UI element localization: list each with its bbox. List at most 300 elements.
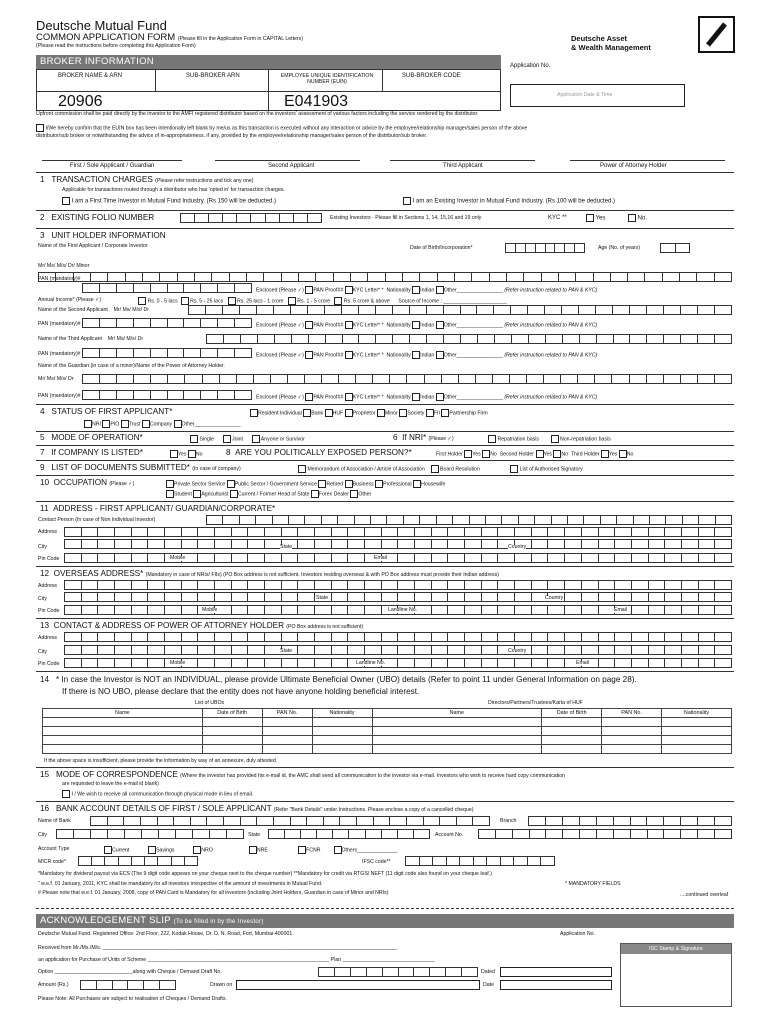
cheque-no-input[interactable] xyxy=(318,967,478,977)
pan-second-input[interactable] xyxy=(82,318,252,328)
source-income: Source of Income : ______________________ xyxy=(398,298,507,305)
income-opt-3: Rs. 1 - 5 crore xyxy=(297,298,331,305)
s10-note: (Please ✓) xyxy=(109,481,135,487)
other-label: Other________________ xyxy=(443,352,503,359)
refer-instruction: (Refer instruction related to PAN & KYC) xyxy=(504,287,598,294)
ack-option: Option ___________________________along with Cheque / Demand Draft No. xyxy=(38,969,222,975)
status-opt-0-checkbox[interactable] xyxy=(250,409,258,417)
s16-title-text: BANK ACCOUNT DETAILS OF FIRST / SOLE APPLICANT xyxy=(55,804,272,813)
first-time-label: I am a First Time Investor in Mutual Fund Industry. (Rs 150 will be deducted.) xyxy=(71,198,276,205)
first-applicant-name-input[interactable] xyxy=(38,272,732,282)
sig-poa: Power of Attorney Holder xyxy=(600,163,667,169)
pan-third-enclosed xyxy=(256,351,597,359)
third-applicant-name-input[interactable] xyxy=(206,334,732,344)
s12-email: Email xyxy=(614,607,627,613)
sig-second: Second Applicant xyxy=(268,163,315,169)
status-opt-5: Society xyxy=(407,410,425,417)
occ-opt-2: Retired xyxy=(326,481,344,488)
s16-account-no: Account No. xyxy=(435,832,464,838)
s1-title xyxy=(40,176,253,184)
footnote-mandatory: * MANDATORY FIELDS xyxy=(565,881,621,887)
s15-num: 15 xyxy=(40,770,50,779)
s6-options[interactable] xyxy=(488,435,611,443)
pan-label: PAN (mandatory)# xyxy=(38,276,81,282)
nationality-label: Nationality xyxy=(386,352,411,359)
s9-title xyxy=(40,464,241,472)
annual-income-row xyxy=(38,298,101,303)
kyc-letter-checkbox[interactable] xyxy=(345,286,353,294)
ack-note: Please Note: All Purchases are subject to realisation of Cheques / Demand Drafts. xyxy=(38,996,227,1002)
broker-info-bar: BROKER INFORMATION xyxy=(36,55,501,69)
second-applicant-name-input[interactable] xyxy=(188,305,732,315)
acct-type-4: FCNR xyxy=(306,847,321,854)
sal-second: Mr/ Ms/ M/s/ Dr xyxy=(113,307,150,313)
status-opt-0: Resident Individual xyxy=(258,410,302,417)
pep-2-no-checkbox[interactable] xyxy=(619,450,627,458)
other-nationality-checkbox[interactable] xyxy=(436,321,444,329)
s11-city: City xyxy=(38,544,47,550)
income-opt-4-checkbox[interactable] xyxy=(334,297,342,305)
age-input[interactable] xyxy=(660,243,690,253)
s9-num: 9 xyxy=(40,463,45,472)
s2-kyc: KYC ** xyxy=(548,215,567,221)
s13-country: Country xyxy=(508,648,527,654)
s3-num: 3 xyxy=(40,231,45,240)
indian-checkbox[interactable] xyxy=(412,286,420,294)
status2-opt-4-checkbox[interactable] xyxy=(174,420,182,428)
s13-pin-input[interactable] xyxy=(64,658,732,668)
s1-applicable: Applicable for transactions routed through a distributor who has 'opted in' for transaction charges. xyxy=(62,187,285,193)
status-opt-6-checkbox[interactable] xyxy=(426,409,434,417)
ack-application: an application for Purchase of Units of Scheme _______________________________________________________________ Plan ________________________________ xyxy=(38,957,435,963)
status-opt-3-checkbox[interactable] xyxy=(345,409,353,417)
table-row[interactable] xyxy=(43,736,732,745)
kyc-yes-checkbox[interactable] xyxy=(586,214,594,222)
status-opt-2-checkbox[interactable] xyxy=(325,409,333,417)
kyc-letter-checkbox[interactable] xyxy=(345,393,353,401)
s11-address: Address xyxy=(38,529,58,535)
branch-input[interactable] xyxy=(528,816,732,826)
s2-title xyxy=(40,214,154,222)
s13-mobile: Mobile xyxy=(170,660,186,666)
table-row[interactable] xyxy=(43,718,732,727)
occ-opt-1: Public Sector / Government Service xyxy=(234,481,317,488)
status-opt-3: Proprietor xyxy=(352,410,376,417)
drawn-on-input[interactable] xyxy=(236,980,480,990)
ack-drawn: Drawn on xyxy=(210,982,233,988)
s12-country: Country xyxy=(545,595,564,601)
ack-date2: Date xyxy=(483,982,494,988)
status2-opt-0-checkbox[interactable] xyxy=(84,420,92,428)
existing-investor-checkbox[interactable] xyxy=(403,197,411,205)
s11-contact: Contact Person (In case of Non Individual Investor) xyxy=(38,517,156,523)
s12-num: 12 xyxy=(40,569,50,578)
s12-address-input-1[interactable] xyxy=(64,580,732,590)
occ-opt-0-checkbox[interactable] xyxy=(166,480,174,488)
listed-no-checkbox[interactable] xyxy=(188,450,196,458)
pan-first-input[interactable] xyxy=(82,283,252,293)
s1-num: 1 xyxy=(40,175,45,184)
ack-received: Received from Mr./Ms./M/s. ______________________________________________________________________________________________________ xyxy=(38,945,397,951)
occ2-opt-2-checkbox[interactable] xyxy=(230,490,238,498)
ubo-caption: List of UBOs xyxy=(195,700,225,706)
doc-opt-2-checkbox[interactable] xyxy=(510,465,518,473)
s1-note: (Please refer instructions and tick any one) xyxy=(155,178,254,184)
s11-address-input-2[interactable] xyxy=(64,539,732,549)
listed-no: No xyxy=(195,451,203,458)
pep-0-no-checkbox[interactable] xyxy=(482,450,490,458)
income-opt-2-checkbox[interactable] xyxy=(228,297,236,305)
sig-first: First / Sole Applicant / Guardian xyxy=(70,163,155,169)
nationality-label: Nationality xyxy=(386,322,411,329)
ubo-col-name: Name xyxy=(43,709,203,718)
pep-2-yes-checkbox[interactable] xyxy=(601,450,609,458)
s15-note2: are requested to leave the e-mail id blank) xyxy=(62,781,159,787)
occ2-opt-0: Student xyxy=(174,491,192,498)
indian-checkbox[interactable] xyxy=(412,393,420,401)
s16-account-type: Account Type xyxy=(38,846,70,852)
pep-1-yes-checkbox[interactable] xyxy=(536,450,544,458)
income-opt-3-checkbox[interactable] xyxy=(288,297,296,305)
s13-title xyxy=(40,622,363,630)
s13-address-input-1[interactable] xyxy=(64,632,732,642)
kyc-yes-label: Yes xyxy=(595,215,606,222)
s16-title xyxy=(40,805,474,813)
s13-landline: Landline No. xyxy=(356,660,386,666)
occ-opt-1-checkbox[interactable] xyxy=(227,480,235,488)
occ2-opt-1: Agriculturist xyxy=(201,491,229,498)
s8-title-text: ARE YOU POLITICALLY EXPOSED PERSON?* xyxy=(235,448,412,457)
s6-num: 6 xyxy=(393,433,398,442)
sal-third: Mr/ Ms/ M/s/ Dr xyxy=(107,336,144,342)
acct-type-1: Savings xyxy=(156,847,175,854)
s11-address-input-1[interactable] xyxy=(64,527,732,537)
s10-options-2[interactable] xyxy=(166,490,371,498)
acct-type-5-checkbox[interactable] xyxy=(334,846,342,854)
s14-footnote: If the above space is insufficient, please provide the information by way of an annexure, duly attested. xyxy=(44,758,278,764)
occ2-opt-3: Forex Dealer xyxy=(318,491,349,498)
sal-guardian: Mr/ Ms/ M/s/ Dr xyxy=(38,376,74,382)
ifsc-input[interactable] xyxy=(405,856,555,866)
kyc-letter-label: KYC Letter* * xyxy=(352,287,384,294)
doc-opt-0-checkbox[interactable] xyxy=(298,465,306,473)
sig-third: Third Applicant xyxy=(443,163,483,169)
euin-declaration-line2: distributor/sub broker or notwithstanding the advice of in-appropriateness, if any, provided by the employee/relationship manager/sales person of the distributor/sub broker. xyxy=(36,133,428,139)
occ2-opt-0-checkbox[interactable] xyxy=(166,490,174,498)
pan-proof-label: PAN Proof## xyxy=(313,352,344,359)
status-opt-1: Bank xyxy=(311,410,324,417)
folio-number-input[interactable] xyxy=(180,213,322,223)
s10-title-text: OCCUPATION xyxy=(53,478,108,487)
other-label: Other________________ xyxy=(443,287,503,294)
s7-title-text: If COMPANY IS LISTED* xyxy=(51,448,143,457)
status2-opt-2-checkbox[interactable] xyxy=(121,420,129,428)
refer-instruction: (Refer instruction related to PAN & KYC) xyxy=(504,352,598,359)
form-note: (Please fill in the Application Form in CAPITAL Letters) xyxy=(177,36,303,42)
nationality-label: Nationality xyxy=(386,394,411,401)
occ-opt-4: Professional xyxy=(383,481,412,488)
s13-address: Address xyxy=(38,635,58,641)
pan-guardian-input[interactable] xyxy=(82,390,252,400)
indian-label: Indian xyxy=(420,287,435,294)
footnote-continued: ....continued overleaf xyxy=(680,892,729,898)
pan-proof-label: PAN Proof## xyxy=(313,394,344,401)
occ-opt-3-checkbox[interactable] xyxy=(345,480,353,488)
footnote-ecs: *Mandatory for dividend payout via ECS (The 9 digit code appears on your cheque next to the cheque number) **Mandatory for credit via RTGS/ NEFT (11 digit code also found on your cheque leaf.) xyxy=(38,871,492,877)
dir-caption: Directors/Partners/Trustees/Karta of HUF xyxy=(488,700,583,706)
upfront-note: Upfront commission shall be paid directly by the investor to the AMFI registered distributor based on the investors' assessment of various factors including the service rendered by the distributor. xyxy=(36,111,479,117)
status-opt-4-checkbox[interactable] xyxy=(377,409,385,417)
s9-note: (In case of company) xyxy=(192,466,241,472)
acct-type-4-checkbox[interactable] xyxy=(298,846,306,854)
kyc-letter-label: KYC Letter* * xyxy=(352,322,384,329)
ack-bar xyxy=(36,914,734,928)
acct-type-0-checkbox[interactable] xyxy=(104,846,112,854)
euin-value[interactable]: E041903 xyxy=(284,93,349,110)
guardian-name-input[interactable] xyxy=(82,374,732,384)
s3-age: Age (No. of years) xyxy=(598,245,641,251)
account-type-options[interactable] xyxy=(104,846,397,854)
ack-amount: Amount (Rs.) xyxy=(38,982,69,988)
enclosed-label: Enclosed (Please ✓) xyxy=(256,322,304,329)
s13-city: City xyxy=(38,649,47,655)
mode-opt-0-checkbox[interactable] xyxy=(190,435,198,443)
s2-num: 2 xyxy=(40,213,45,222)
ack-office: Deutsche Mutual Fund. Registered Office: 2nd Floor, 222, Kodak House, Dr. D. N. Road, Fort, Mumbai-400001. xyxy=(38,931,294,937)
income-opt-0: Rs. 0 - 5 lacs xyxy=(147,298,178,305)
s6-note: (Please ✓) xyxy=(428,436,454,442)
s3-dob: Date of Birth/Incorporation* xyxy=(410,245,473,251)
mode-opt-2: Anyone or Survivor xyxy=(260,436,305,443)
s11-country: Country xyxy=(508,544,527,550)
s7-num: 7 xyxy=(40,448,45,457)
ack-title: ACKNOWLEDGEMENT SLIP xyxy=(40,915,171,926)
s13-address-input-2[interactable] xyxy=(64,645,732,655)
other-label: Other________________ xyxy=(443,394,503,401)
income-options[interactable] xyxy=(138,297,507,305)
s7-options[interactable] xyxy=(170,450,203,458)
ubo-col-dob: Date of Birth xyxy=(202,709,262,718)
col-euin-label: EMPLOYEE UNIQUE IDENTIFICATION NUMBER (EUIN) xyxy=(280,73,374,86)
amount-input[interactable] xyxy=(80,980,176,990)
listed-yes-checkbox[interactable] xyxy=(170,450,178,458)
s11-num: 11 xyxy=(40,504,49,513)
s7-title xyxy=(40,449,143,457)
pan-second-enclosed xyxy=(256,321,597,329)
dir-col-nationality: Nationality xyxy=(662,709,732,718)
physical-mode-checkbox[interactable] xyxy=(62,790,70,798)
mode-opt-1-checkbox[interactable] xyxy=(223,435,231,443)
listed-yes: Yes xyxy=(178,451,187,458)
bank-name-input[interactable] xyxy=(90,816,490,826)
status2-opt-2: Trust xyxy=(128,421,141,428)
s3-salutation: Mr/ Ms/ M/s/ Dr/ Minor xyxy=(38,263,90,269)
s2-kyc-no[interactable] xyxy=(628,214,647,222)
tear-line xyxy=(36,908,734,909)
s1-first-time[interactable] xyxy=(62,197,276,205)
first-time-checkbox[interactable] xyxy=(62,197,70,205)
s11-pin-input[interactable] xyxy=(64,553,732,563)
income-opt-0-checkbox[interactable] xyxy=(138,297,146,305)
s3-pan-1 xyxy=(38,277,81,282)
mode-opt-2-checkbox[interactable] xyxy=(252,435,260,443)
ubo-col-nationality: Nationality xyxy=(312,709,372,718)
s15-note1: (Where the investor has provided his e-mail id, the AMC shall send all communication to the investor via e-mail. Investors who wish to receive hard copy communication xyxy=(180,773,566,779)
s11-state: State xyxy=(280,544,293,550)
pan-proof-label: PAN Proof## xyxy=(313,322,344,329)
s9-options[interactable] xyxy=(298,465,583,473)
app-date-time-label: Application Date & Time xyxy=(557,92,613,98)
indian-checkbox[interactable] xyxy=(412,321,420,329)
occ-opt-0: Private Sector Service xyxy=(174,481,226,488)
nri-opt-1-checkbox[interactable] xyxy=(551,435,559,443)
s15-physical[interactable] xyxy=(62,790,253,798)
doc-opt-1-checkbox[interactable] xyxy=(431,465,439,473)
s4-options-1[interactable] xyxy=(250,409,488,417)
income-opt-1: Rs. 5 - 25 lacs xyxy=(190,298,224,305)
income-opt-2: Rs. 25 lacs - 1 crore xyxy=(237,298,284,305)
s6-title xyxy=(393,434,454,442)
broker-arn-value[interactable]: 20906 xyxy=(58,93,103,110)
acct-type-2: NRO xyxy=(201,847,213,854)
kyc-letter-label: KYC Letter* * xyxy=(352,394,384,401)
s6-title-text: If NRI* xyxy=(402,433,427,442)
other-nationality-checkbox[interactable] xyxy=(436,351,444,359)
existing-investor-label: I am an Existing Investor in Mutual Fund Industry. (Rs 100 will be deducted.) xyxy=(412,198,615,205)
nri-opt-0-checkbox[interactable] xyxy=(488,435,496,443)
status2-opt-3-checkbox[interactable] xyxy=(142,420,150,428)
ack-dated: Dated xyxy=(481,969,495,975)
euin-checkbox[interactable] xyxy=(36,124,44,132)
s12-note: (Mandatory in case of NRIs/ FIIs) (PO Box address is not sufficient. Investors residing overseas & with PO Box address must provide their Indian address) xyxy=(145,572,499,578)
s12-address-input-2[interactable] xyxy=(64,592,732,602)
s16-note: (Refer "Bank Details" under Instructions. Please enclose a copy of a cancelled cheque) xyxy=(273,807,474,813)
acct-type-1-checkbox[interactable] xyxy=(148,846,156,854)
pan-guardian-label: PAN (mandatory)# xyxy=(38,393,81,399)
income-opt-1-checkbox[interactable] xyxy=(181,297,189,305)
pan-first-enclosed xyxy=(256,286,597,294)
bank-city-input[interactable] xyxy=(56,829,244,839)
s5-title-text: MODE OF OPERATION* xyxy=(51,433,143,442)
s16-state: State xyxy=(248,832,261,838)
s16-micr: MICR code* xyxy=(38,859,66,865)
s3-title-text: UNIT HOLDER INFORMATION xyxy=(51,231,166,240)
enclosed-label: Enclosed (Please ✓) xyxy=(256,287,304,294)
enclosed-label: Enclosed (Please ✓) xyxy=(256,394,304,401)
occ2-opt-3-checkbox[interactable] xyxy=(311,490,319,498)
fund-name: Deutsche Mutual Fund xyxy=(36,18,167,33)
s10-options-1[interactable] xyxy=(166,480,445,488)
s15-title xyxy=(40,771,565,779)
kyc-letter-checkbox[interactable] xyxy=(345,351,353,359)
s11-email: Email xyxy=(374,555,387,561)
brand-line-1: Deutsche Asset xyxy=(571,34,627,43)
euin-declaration xyxy=(36,124,527,132)
kyc-no-label: No. xyxy=(637,215,648,222)
s14-line1-text: * In case the Investor is NOT an INDIVIDUAL, please provide Ultimate Beneficial Owner (UBO) details (Refer to point 11 under General Information on page 28). xyxy=(55,675,637,684)
indian-label: Indian xyxy=(420,352,435,359)
ack-title-note: (To be filled in by the Investor) xyxy=(173,919,264,925)
form-title xyxy=(36,33,303,43)
s1-existing[interactable] xyxy=(403,197,615,205)
status2-opt-4: Other________________ xyxy=(181,421,241,428)
s16-ifsc: IFSC code** xyxy=(362,859,391,865)
col-broker-label: BROKER NAME & ARN xyxy=(58,73,123,79)
brand-line-2: & Wealth Management xyxy=(571,43,651,52)
s5-options[interactable] xyxy=(190,435,305,443)
acct-type-3-checkbox[interactable] xyxy=(249,846,257,854)
kyc-no-checkbox[interactable] xyxy=(628,214,636,222)
s12-city: City xyxy=(38,596,47,602)
s11-pin: Pin Code xyxy=(38,556,60,562)
doc-opt-0: Memorandum of Association / Article of Association xyxy=(307,466,425,473)
s4-title xyxy=(40,408,172,416)
pep-holder-0: First Holder xyxy=(436,451,463,458)
account-no-input[interactable] xyxy=(478,829,732,839)
nri-opt-1: Non-repatriation basis xyxy=(559,436,611,443)
pan-third-input[interactable] xyxy=(82,348,252,358)
occ-opt-4-checkbox[interactable] xyxy=(375,480,383,488)
other-nationality-checkbox[interactable] xyxy=(436,393,444,401)
date-input[interactable] xyxy=(500,980,612,990)
kyc-letter-label: KYC Letter* * xyxy=(352,352,384,359)
s11-contact-input[interactable] xyxy=(206,515,732,525)
s8-title xyxy=(226,449,412,457)
s14-line2: If there is NO UBO, please declare that the entity does not have anyone holding beneficial interest. xyxy=(62,687,420,696)
status-opt-6: FII xyxy=(433,410,440,417)
table-row[interactable] xyxy=(43,727,732,736)
s3-title xyxy=(40,232,166,240)
status-opt-2: HUF xyxy=(332,410,344,417)
refer-instruction: (Refer instruction related to PAN & KYC) xyxy=(504,394,598,401)
pep-holder-1: Second Holder xyxy=(499,451,535,458)
dated-input[interactable] xyxy=(500,967,612,977)
dob-input[interactable] xyxy=(505,243,585,253)
s13-pin: Pin Code xyxy=(38,661,60,667)
dir-col-dob: Date of Birth xyxy=(542,709,602,718)
acct-type-3: NRE xyxy=(256,847,268,854)
indian-checkbox[interactable] xyxy=(412,351,420,359)
refer-instruction: (Refer instruction related to PAN & KYC) xyxy=(504,322,598,329)
occ2-opt-4: Other xyxy=(358,491,372,498)
table-row[interactable] xyxy=(43,745,732,754)
other-nationality-checkbox[interactable] xyxy=(436,286,444,294)
s14-line1 xyxy=(40,676,637,684)
occ-opt-5-checkbox[interactable] xyxy=(413,480,421,488)
s8-options[interactable] xyxy=(436,450,633,458)
s4-options-2[interactable] xyxy=(84,420,241,428)
nationality-label: Nationality xyxy=(386,287,411,294)
s2-note: Existing Investors - Please fill in Sections 1, 14, 15,16 and 19 only xyxy=(330,215,482,221)
footnote-kyc: ˜ w.e.f. 01 January, 2011, KYC shall be mandatory for all investors irrespective of the amount of investments in Mutual Fund. xyxy=(38,881,323,887)
micr-input[interactable] xyxy=(78,856,198,866)
pep-holder-2: Third Holder xyxy=(570,451,600,458)
s12-mobile: Mobile xyxy=(202,607,218,613)
s2-kyc-yes[interactable] xyxy=(586,214,605,222)
s3-name-first: Name of the First Applicant / Corporate Investor xyxy=(38,243,148,249)
s13-num: 13 xyxy=(40,621,50,630)
form-title-text: COMMON APPLICATION FORM xyxy=(36,32,176,43)
s13-note: (PO Box address is not sufficient) xyxy=(286,624,364,630)
doc-opt-1: Board Resolution xyxy=(440,466,480,473)
enclosed-label: Enclosed (Please ✓) xyxy=(256,352,304,359)
bank-state-input[interactable] xyxy=(268,829,430,839)
acct-type-5: Others______________ xyxy=(341,847,398,854)
status2-opt-0: NRI xyxy=(92,421,101,428)
kyc-letter-checkbox[interactable] xyxy=(345,321,353,329)
s15-title-text: MODE OF CORRESPONDENCE xyxy=(55,770,178,779)
annual-income-label: Annual Income* (Please ✓) xyxy=(38,297,102,303)
